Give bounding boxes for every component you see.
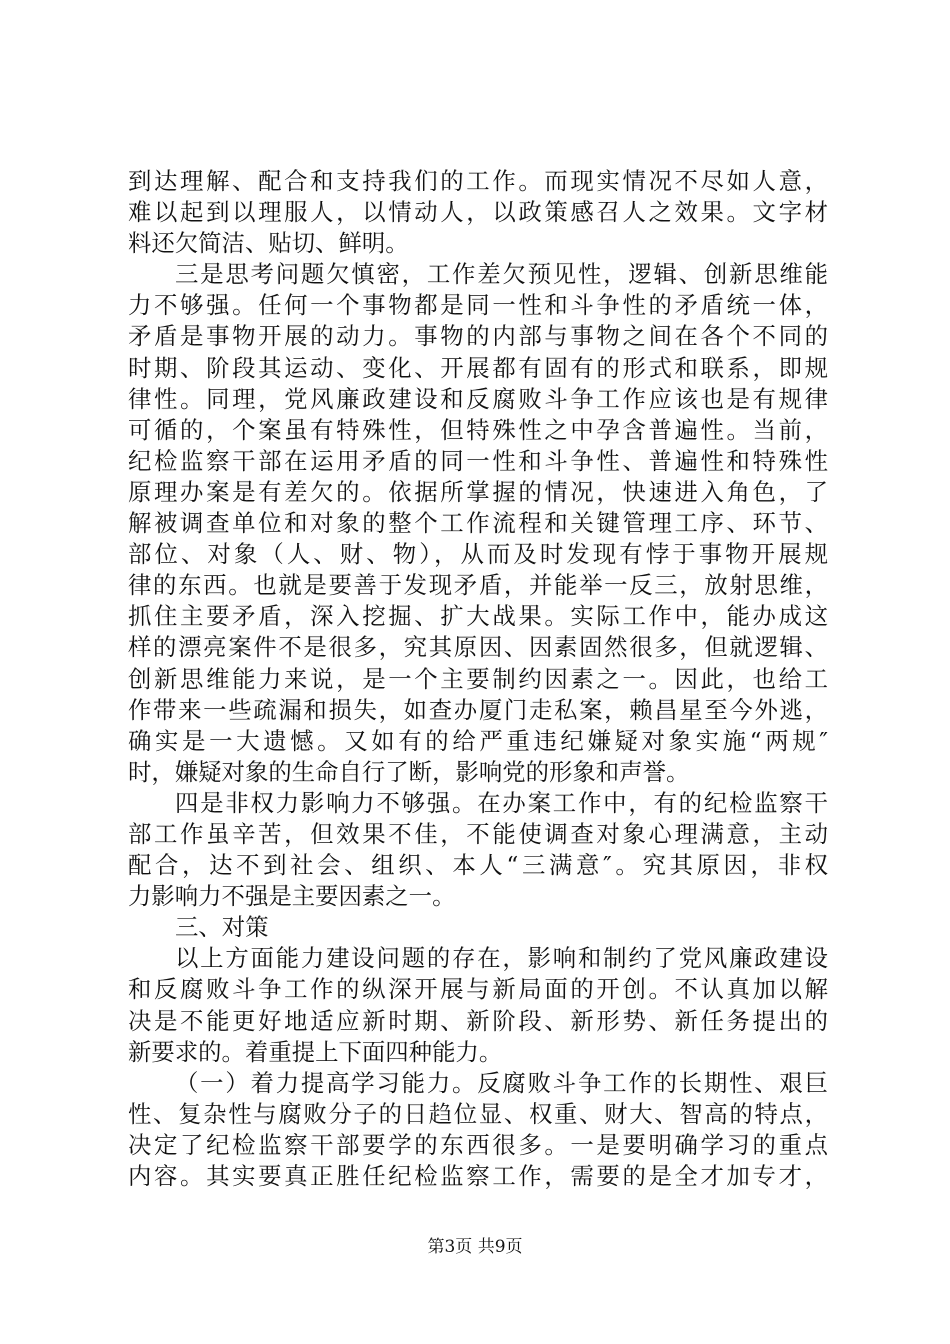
text-line: 律的东西。也就是要善于发现矛盾，并能举一反三，放射思维， — [128, 571, 828, 600]
text-line: 性、复杂性与腐败分子的日趋位显、权重、财大、智高的特点， — [128, 1099, 828, 1128]
paragraph-start-line: 以上方面能力建设问题的存在，影响和制约了党风廉政建设 — [175, 944, 828, 973]
paragraph-start-line: 三是思考问题欠慎密，工作差欠预见性，逻辑、创新思维能 — [175, 260, 828, 289]
text-line: 时，嫌疑对象的生命自行了断，影响党的形象和声誉。 — [128, 757, 690, 786]
text-line: 料还欠简洁、贴切、鲜明。 — [128, 229, 409, 258]
text-line: 确实是一大遗憾。又如有的给严重违纪嫌疑对象实施“两规″ — [128, 726, 828, 755]
text-line: 创新思维能力来说，是一个主要制约因素之一。因此，也给工 — [128, 664, 828, 693]
text-line: 和反腐败斗争工作的纵深开展与新局面的开创。不认真加以解 — [128, 975, 828, 1004]
text-line: 部位、对象（人、财、物），从而及时发现有悖于事物开展规 — [128, 540, 828, 569]
text-line: 解被调查单位和对象的整个工作流程和关键管理工序、环节、 — [128, 509, 828, 538]
text-line: 内容。其实要真正胜任纪检监察工作，需要的是全才加专才， — [128, 1162, 828, 1190]
paragraph-start-line: 四是非权力影响力不够强。在办案工作中，有的纪检监察干 — [175, 788, 828, 817]
text-line: 纪检监察干部在运用矛盾的同一性和斗争性、普遍性和特殊性 — [128, 446, 828, 475]
text-line: 到达理解、配合和支持我们的工作。而现实情况不尽如人意， — [128, 167, 828, 195]
text-line: 难以起到以理服人，以情动人，以政策感召人之效果。文字材 — [128, 198, 828, 227]
text-line: 抓住主要矛盾，深入挖掘、扩大战果。实际工作中，能办成这 — [128, 602, 828, 631]
text-line: 力影响力不强是主要因素之一。 — [128, 882, 456, 911]
text-line: 决是不能更好地适应新时期、新阶段、新形势、新任务提出的 — [128, 1006, 828, 1035]
text-line: 原理办案是有差欠的。依据所掌握的情况，快速进入角色，了 — [128, 477, 828, 506]
text-line: 部工作虽辛苦，但效果不佳，不能使调查对象心理满意，主动 — [128, 819, 828, 848]
page-number-footer: 第3页 共9页 — [427, 1237, 523, 1257]
text-line: 律性。同理，党风廉政建设和反腐败斗争工作应该也是有规律 — [128, 384, 828, 413]
text-line: 样的漂亮案件不是很多，究其原因、因素固然很多，但就逻辑、 — [128, 633, 828, 662]
text-line: 可循的，个案虽有特殊性，但特殊性之中孕含普遍性。当前， — [128, 415, 828, 444]
text-line: 新要求的。着重提上下面四种能力。 — [128, 1037, 503, 1066]
text-line: 决定了纪检监察干部要学的东西很多。一是要明确学习的重点 — [128, 1130, 828, 1159]
text-line: 时期、阶段其运动、变化、开展都有固有的形式和联系，即规 — [128, 353, 828, 382]
document-body — [128, 166, 828, 1192]
paragraph-start-line: （一）着力提高学习能力。反腐败斗争工作的长期性、艰巨 — [175, 1068, 828, 1097]
text-line: 作带来一些疏漏和损失，如查办厦门走私案，赖昌星至今外逃， — [128, 695, 828, 724]
section-heading: 三、对策 — [175, 913, 269, 942]
text-line: 力不够强。任何一个事物都是同一性和斗争性的矛盾统一体， — [128, 291, 828, 320]
text-line: 配合，达不到社会、组织、本人“三满意″。究其原因，非权 — [128, 851, 828, 880]
text-line: 矛盾是事物开展的动力。事物的内部与事物之间在各个不同的 — [128, 322, 828, 351]
